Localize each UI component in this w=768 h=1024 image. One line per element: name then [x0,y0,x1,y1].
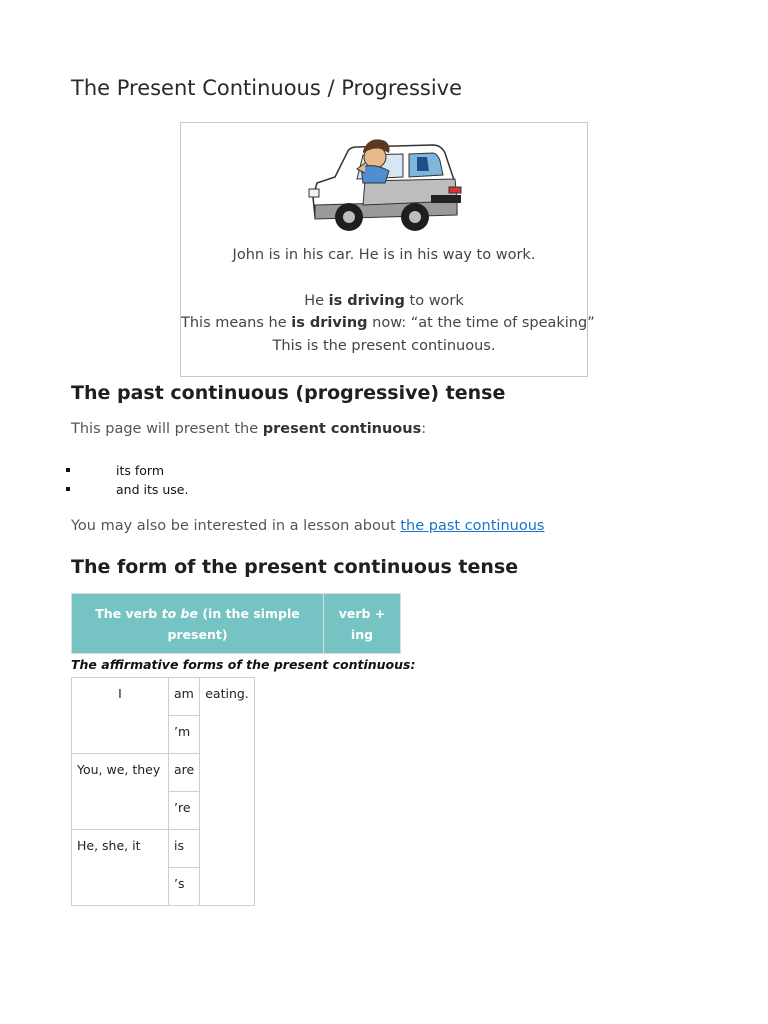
verb-short-cell: ’m [169,716,200,754]
figure-line-3: This means he is driving now: “at the time of speaking” [181,315,595,331]
list-item: and its use. [64,480,188,499]
bullet-list [64,461,188,499]
verb-full-cell: am [169,678,200,716]
form-table [71,593,401,654]
figure-line-2: He is driving to work [304,293,464,309]
bullet-icon [66,487,70,491]
table-row [72,678,255,716]
verb-short-cell: ’s [169,868,200,906]
verb-short-cell: ’re [169,792,200,830]
related-lesson-text: You may also be interested in a lesson about the past continuous [71,518,545,534]
heading-form: The form of the present continuous tense [71,556,519,578]
list-item: its form [64,461,188,480]
form-column-header-verb-ing: verb + ing [324,594,401,654]
car-driver-icon [305,127,465,235]
past-continuous-link[interactable]: the past continuous [400,518,545,534]
subject-cell: I [72,678,169,754]
verb-full-cell: is [169,830,200,868]
form-column-header-to-be: The verb to be (in the simple present) [72,594,324,654]
page-title: The Present Continuous / Progressive [71,76,463,100]
verb-full-cell: are [169,754,200,792]
intro-text: This page will present the present continuous: [71,421,427,437]
figure-line-1: John is in his car. He is in his way to work. [232,247,536,263]
affirmative-caption: The affirmative forms of the present continuous: [71,657,416,672]
bullet-icon [66,468,70,472]
affirmative-table [71,677,255,906]
illustration-box [180,122,595,377]
subject-cell: He, she, it [72,830,169,906]
main-verb-cell: eating. [200,678,255,906]
subject-cell: You, we, they [72,754,169,830]
figure-line-4: This is the present continuous. [272,338,496,354]
heading-past-continuous: The past continuous (progressive) tense [71,382,506,404]
